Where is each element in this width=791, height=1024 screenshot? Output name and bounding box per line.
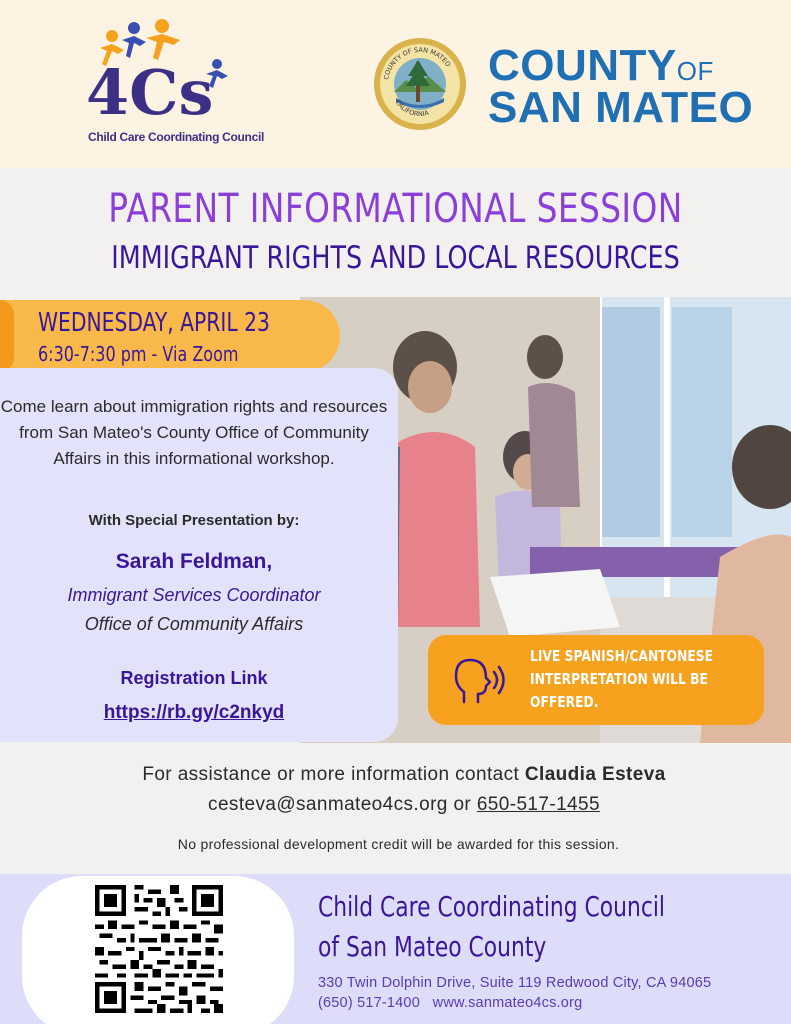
- county-wordmark-line1: COUNTYOF: [488, 41, 714, 90]
- speaker-name: Sarah Feldman,: [115, 550, 273, 573]
- contact-phone[interactable]: 650-517-1455: [476, 794, 600, 815]
- contact-line: cesteva@sanmateo4cs.org or 650-517-1455: [208, 794, 600, 815]
- 4cs-wordmark: 4Cs: [86, 56, 214, 129]
- registration-link[interactable]: https://rb.gy/c2nkyd: [103, 702, 285, 723]
- assistance-line: For assistance or more information contact Claudia Esteva: [142, 764, 666, 785]
- county-wordmark-line2: SAN MATEO: [488, 83, 754, 132]
- footer-website[interactable]: www.sanmateo4cs.org: [432, 995, 583, 1011]
- qr-code[interactable]: [95, 885, 223, 1013]
- seal-top-text: COUNTY OF SAN MATEO: [382, 45, 453, 81]
- seal-bottom-text: CALIFORNIA: [393, 98, 430, 119]
- event-title: PARENT INFORMATIONAL SESSION: [108, 186, 683, 232]
- footer-org-line2: of San Mateo County: [318, 930, 547, 963]
- county-seal-icon: [372, 36, 468, 132]
- event-time: 6:30-7:30 pm - Via Zoom: [38, 342, 239, 366]
- special-presentation-label: With Special Presentation by:: [88, 512, 300, 529]
- footer-phone: (650) 517-1400: [318, 995, 420, 1011]
- footer-contact: [318, 995, 582, 1011]
- speaker-role: Immigrant Services Coordinator: [67, 585, 321, 605]
- footer-address: 330 Twin Dolphin Drive, Suite 119 Redwood City, CA 94065: [318, 975, 712, 991]
- speaking-head-icon: [448, 652, 508, 708]
- interpretation-text: LIVE SPANISH/CANTONESE INTERPRETATION WILL BE OFFERED.: [530, 647, 714, 711]
- event-subtitle: IMMIGRANT RIGHTS AND LOCAL RESOURCES: [111, 240, 680, 276]
- credit-note: No professional development credit will be awarded for this session.: [177, 836, 620, 852]
- event-date: WEDNESDAY, APRIL 23: [38, 308, 270, 338]
- contact-name: Claudia Esteva: [524, 764, 666, 785]
- 4cs-caption: Child Care Coordinating Council: [88, 130, 265, 144]
- footer-org-line1: Child Care Coordinating Council: [318, 890, 665, 923]
- registration-label: Registration Link: [120, 668, 268, 688]
- event-description: Come learn about immigration rights and resources from San Mateo's County Office of Community Affairs in this informational workshop.: [0, 397, 388, 468]
- speaker-office: Office of Community Affairs: [84, 614, 304, 634]
- contact-email[interactable]: cesteva@sanmateo4cs.org: [208, 794, 448, 815]
